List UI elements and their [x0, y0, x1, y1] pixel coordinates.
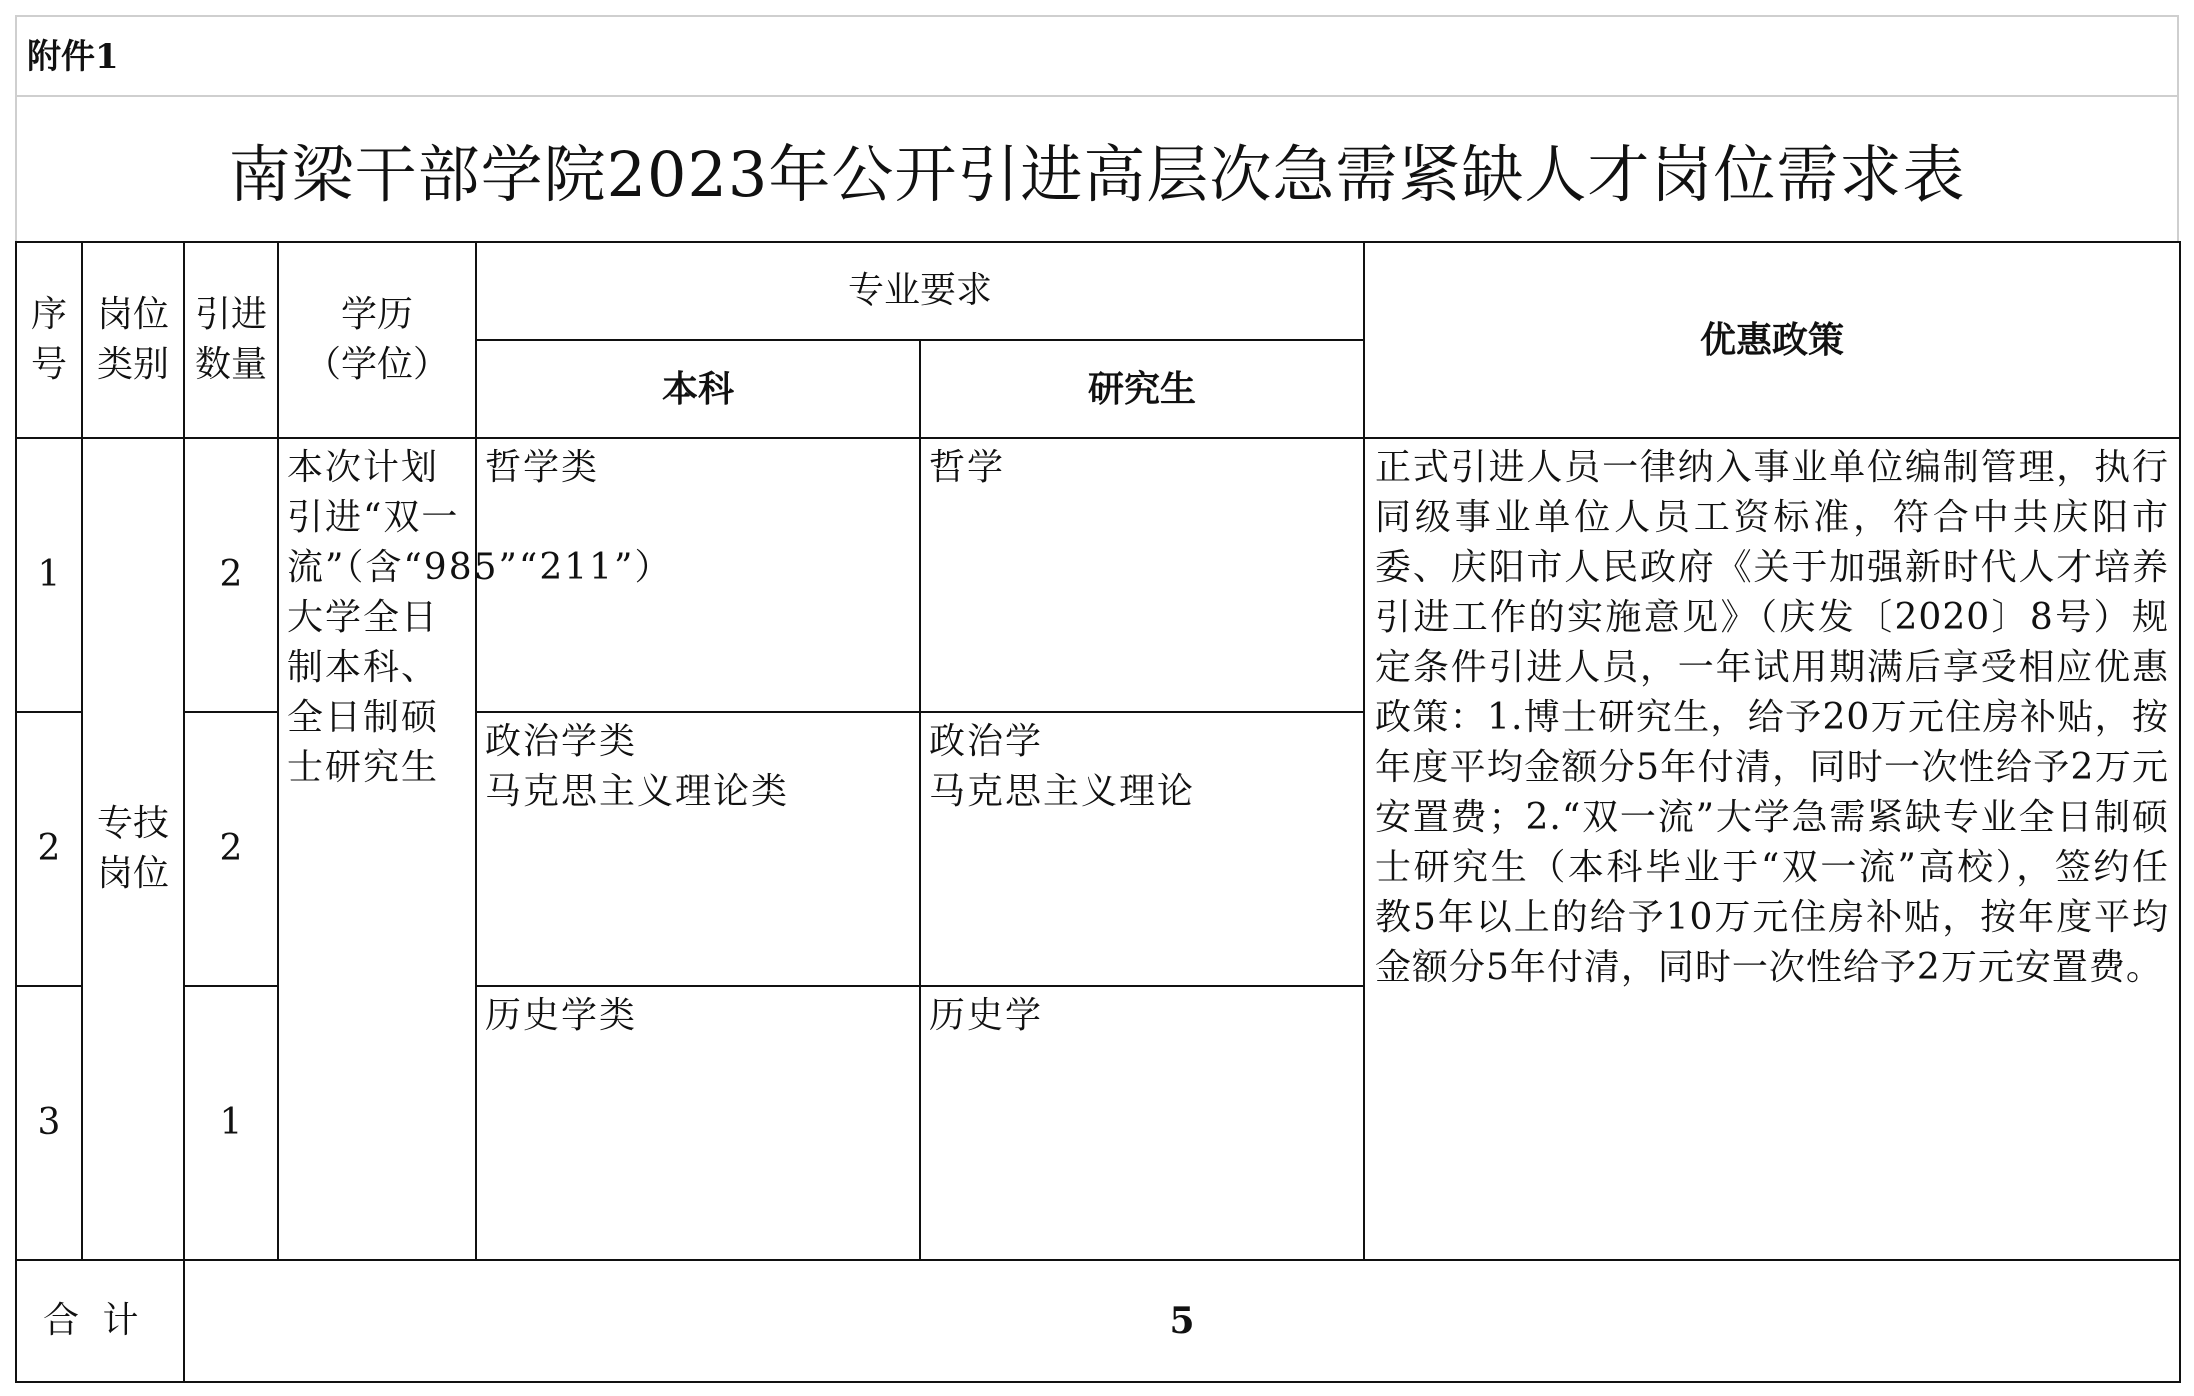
- row-graduate-major: 历史学: [920, 986, 1364, 1260]
- header-post-type: 岗位 类别: [82, 242, 184, 438]
- header-seq: 序 号: [16, 242, 82, 438]
- education-cell: 本次计划引进“双一流”（含“985”“211”）大学全日制本科、全日制硕士研究生: [278, 438, 476, 1260]
- header-major-requirements: 专业要求: [476, 242, 1364, 340]
- post-type-cell: 专技 岗位: [82, 438, 184, 1260]
- table-row: [16, 438, 2180, 712]
- policy-cell: 正式引进人员一律纳入事业单位编制管理，执行同级事业单位人员工资标准，符合中共庆阳市委、庆阳市人民政府《关于加强新时代人才培养引进工作的实施意见》（庆发〔2020〕8号）规定条件引进人员，一年试用期满后享受相应优惠政策：1.博士研究生，给予20万元住房补贴，按年度平均金额分5年付清，同时一次性给予2万元安置费；2.“双一流”大学急需紧缺专业全日制硕士研究生（本科毕业于“双一流”高校），签约任教5年以上的给予10万元住房补贴，按年度平均金额分5年付清，同时一次性给予2万元安置费。: [1364, 438, 2180, 1260]
- header-education: 学历 （学位）: [278, 242, 476, 438]
- row-quota: 2: [184, 712, 278, 986]
- row-graduate-major: 哲学: [920, 438, 1364, 712]
- header-row-1: [16, 242, 2180, 340]
- total-row: [16, 1260, 2180, 1382]
- document-title: 南梁干部学院2023年公开引进高层次急需紧缺人才岗位需求表: [15, 95, 2179, 241]
- row-graduate-major: 政治学 马克思主义理论: [920, 712, 1364, 986]
- row-undergrad-major: 历史学类: [476, 986, 920, 1260]
- header-undergrad: 本科: [476, 340, 920, 438]
- row-seq: 3: [16, 986, 82, 1260]
- row-undergrad-major: 政治学类 马克思主义理论类: [476, 712, 920, 986]
- header-graduate: 研究生: [920, 340, 1364, 438]
- attachment-label: 附件1: [15, 15, 2179, 95]
- row-quota: 1: [184, 986, 278, 1260]
- row-undergrad-major: 哲学类: [476, 438, 920, 712]
- header-quota: 引进 数量: [184, 242, 278, 438]
- row-seq: 1: [16, 438, 82, 712]
- total-value: 5: [184, 1260, 2180, 1382]
- total-label: 合 计: [16, 1260, 184, 1382]
- header-policy: 优惠政策: [1364, 242, 2180, 438]
- row-quota: 2: [184, 438, 278, 712]
- requirements-table: [15, 241, 2181, 1383]
- row-seq: 2: [16, 712, 82, 986]
- document-sheet: [15, 15, 2179, 1381]
